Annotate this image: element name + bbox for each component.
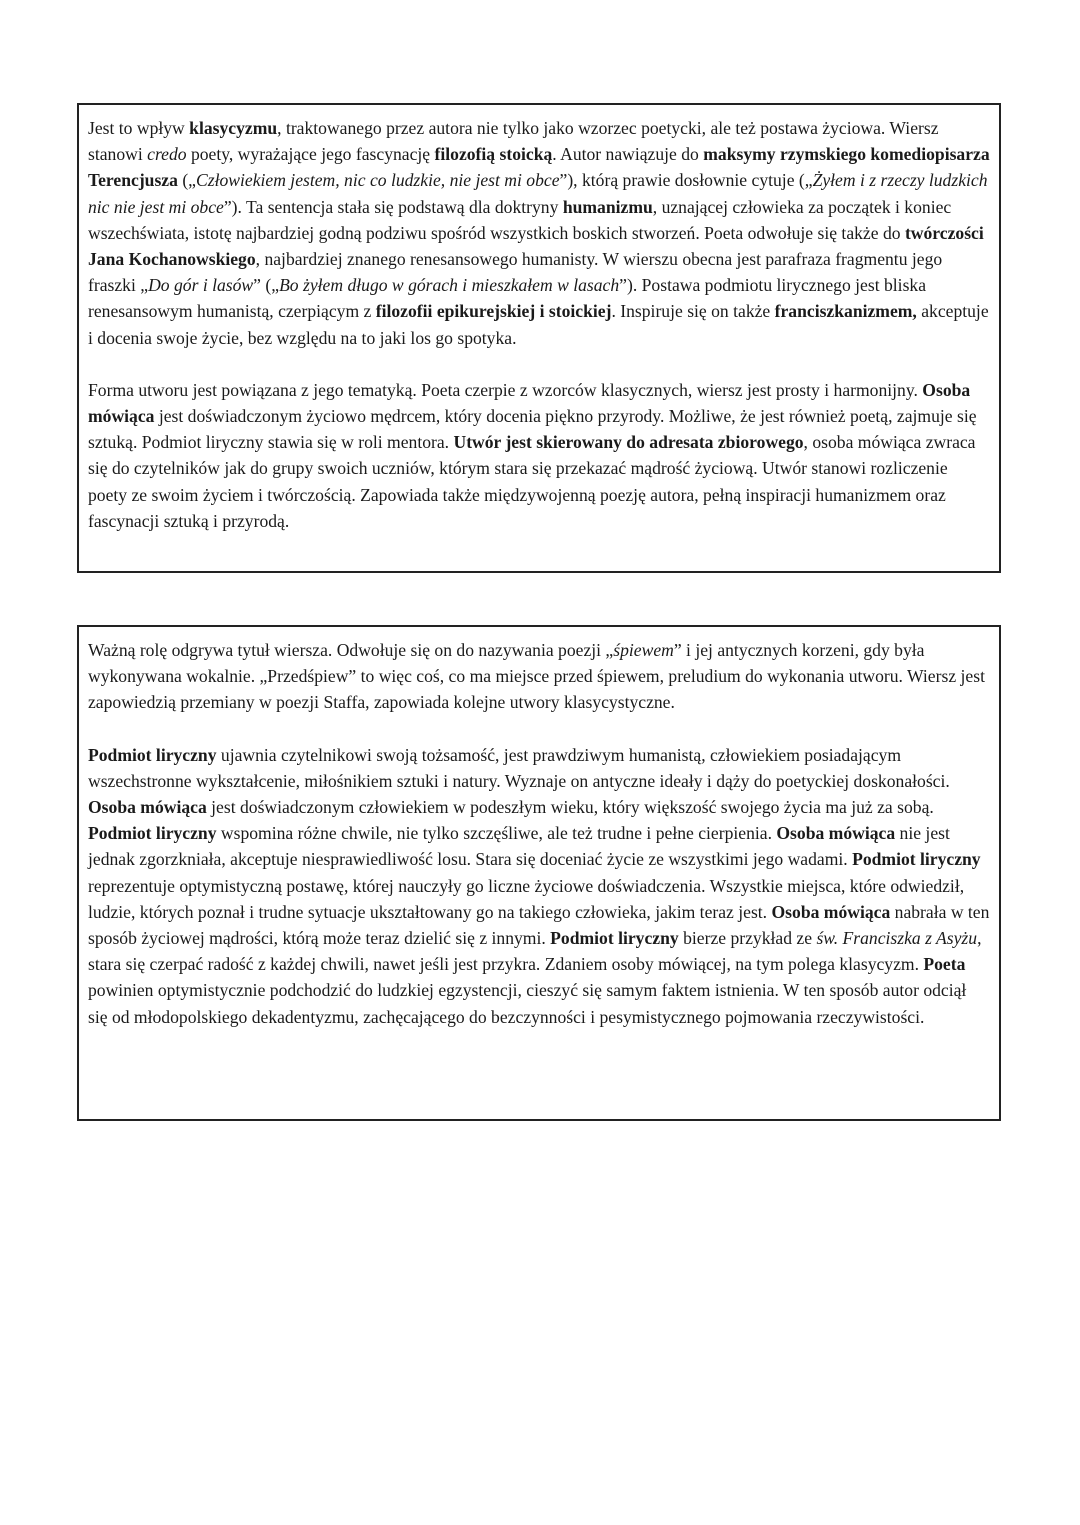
- text-run: ”). Ta sentencja stała się podstawą dla doktryny: [223, 196, 563, 217]
- text-run: Ważną rolę odgrywa tytuł wiersza. Odwołuje się on do nazywania poezji „: [88, 640, 614, 660]
- text-run: bierze przykład ze: [678, 928, 817, 949]
- bold-text: Podmiot liryczny: [852, 849, 981, 870]
- text-run: nie jest jednak zgorzkniała, akceptuje niesprawiedliwość losu. Stara się doceniać życie ze wszystkimi jego wadami.: [88, 823, 950, 870]
- bold-text: Osoba mówiąca: [88, 797, 207, 818]
- bold-text: humanizmu: [562, 196, 653, 217]
- text-run: ” („: [253, 275, 280, 296]
- bold-text: Podmiot liryczny: [88, 744, 217, 765]
- italic-text: św. Franciszka z Asyżu: [816, 928, 978, 949]
- text-run: nabrała w ten sposób życiowej mądrości, którą może teraz dzielić się z innymi.: [88, 901, 990, 949]
- bold-text: Podmiot liryczny: [88, 823, 217, 844]
- text-run: poety, wyrażające jego fascynację: [186, 144, 435, 165]
- text-box-classicism: [77, 103, 1001, 573]
- text-run: jest doświadczonym człowiekiem w podeszłym wieku, który większość swojego życia ma już za sobą.: [206, 797, 934, 818]
- italic-text: Do gór i lasów: [148, 275, 254, 296]
- bold-text: twórczości Jana Kochanowskiego: [88, 222, 984, 270]
- paragraph-form: [88, 377, 990, 534]
- text-run: wspomina różne chwile, nie tylko szczęśliwe, ale też trudne i pełne cierpienia.: [216, 823, 777, 844]
- bold-text: klasycyzmu: [189, 118, 278, 138]
- text-run: , najbardziej znanego renesansowego humanisty. W wierszu obecna jest parafraza fragmentu jego fraszki „: [88, 249, 943, 296]
- text-box-lyrical-subject: [77, 625, 1001, 1121]
- bold-text: Osoba mówiąca: [771, 901, 891, 922]
- paragraph-title: [88, 637, 990, 716]
- text-run: , stara się czerpać radość z każdej chwili, nawet jeśli jest przykra. Zdaniem osoby mówiącej, na tym polega klasycyzm.: [88, 928, 982, 975]
- text-run: . Inspiruje się on także: [611, 301, 775, 322]
- text-run: ”), którą prawie dosłownie cytuje („: [559, 170, 813, 191]
- bold-text: franciszkanizmem,: [774, 301, 917, 322]
- text-run: Forma utworu jest powiązana z jego tematyką. Poeta czerpie z wzorców klasycznych, wiersz jest prosty i harmonijny.: [88, 379, 923, 400]
- bold-text: filozofii epikurejskiej i stoickiej: [375, 301, 612, 322]
- bold-text: Poeta: [923, 954, 966, 975]
- paragraph-gap: [88, 716, 990, 742]
- italic-text: credo: [147, 144, 187, 165]
- text-run: powinien optymistycznie podchodzić do ludzkiej egzystencji, cieszyć się samym faktem istnienia. W ten sposób autor odciął się od młodopolskiego dekadentyzmu, zachęcającego do bezczynności i pesymistycznego pojmowania rzeczywistości.: [88, 980, 967, 1027]
- paragraph-lyrical-subject: [88, 742, 990, 1030]
- text-run: ” i jej antycznych korzeni, gdy była wykonywana wokalnie. „Przedśpiew” to więc coś, co ma miejsce przed śpiewem, preludium do wykonania utworu. Wiersz jest zapowiedzią przemiany w poezji Staffa, zapowiada kolejne utwory klasycystyczne.: [88, 640, 985, 713]
- bold-text: Osoba mówiąca: [776, 823, 896, 844]
- bold-text: Osoba mówiąca: [88, 379, 971, 427]
- text-run: jest doświadczonym życiowo mędrcem, który docenia piękno przyrody. Możliwe, że jest również poetą, zajmuje się sztuką. Podmiot liryczny stawia się w roli mentora.: [88, 406, 977, 453]
- text-run: . Autor nawiązuje do: [552, 144, 704, 165]
- text-run: („: [177, 170, 196, 191]
- text-run: , uznającej człowieka za początek i koniec wszechświata, istotę najbardziej godną podziwu spośród wszystkich boskich stworzeń. Poeta odwołuje się także do: [88, 196, 952, 243]
- text-run: Jest to wpływ: [88, 118, 190, 138]
- paragraph-influence: [88, 115, 990, 351]
- text-run: , traktowanego przez autora nie tylko jako wzorzec poetycki, ale też postawa życiowa. Wiersz stanowi: [88, 118, 939, 165]
- paragraph-gap: [88, 351, 990, 377]
- bold-text: filozofią stoicką: [434, 144, 553, 165]
- text-run: akceptuje i docenia swoje życie, bez względu na to jaki los go spotyka.: [88, 301, 989, 348]
- italic-text: Żyłem i z rzeczy ludzkich nic nie jest mi obce: [88, 170, 988, 217]
- text-run: ”). Postawa podmiotu lirycznego jest bliska renesansowym humanistą, czerpiącym z: [88, 275, 927, 322]
- italic-text: śpiewem: [613, 640, 674, 660]
- text-run: reprezentuje optymistyczną postawę, której nauczyły go liczne życiowe doświadczenia. Wszystkie miejsca, które odwiedził, ludzie, których poznał i trudne sytuacje ukształtowany go na takiego człowieka, jakim teraz jest.: [88, 875, 965, 922]
- bold-text: Utwór jest skierowany do adresata zbiorowego: [453, 432, 804, 453]
- italic-text: Człowiekiem jestem, nic co ludzkie, nie jest mi obce: [196, 170, 560, 191]
- italic-text: Bo żyłem długo w górach i mieszkałem w lasach: [279, 275, 620, 296]
- text-run: , osoba mówiąca zwraca się do czytelników jak do grupy swoich uczniów, którym stara się przekazać mądrość życiową. Utwór stanowi rozliczenie poety ze swoim życiem i twórczością. Zapowiada także międzywojenną poezję autora, pełną inspiracji humanizmem oraz fascynacji sztuką i przyrodą.: [88, 432, 976, 531]
- text-run: ujawnia czytelnikowi swoją tożsamość, jest prawdziwym humanistą, człowiekiem posiadającym wszechstronne wykształcenie, miłośnikiem sztuki i natury. Wyznaje on antyczne ideały i dąży do poetyckiej doskonałości.: [88, 744, 950, 791]
- bold-text: maksymy rzymskiego komediopisarza Terencjusza: [88, 144, 990, 191]
- bold-text: Podmiot liryczny: [550, 928, 679, 949]
